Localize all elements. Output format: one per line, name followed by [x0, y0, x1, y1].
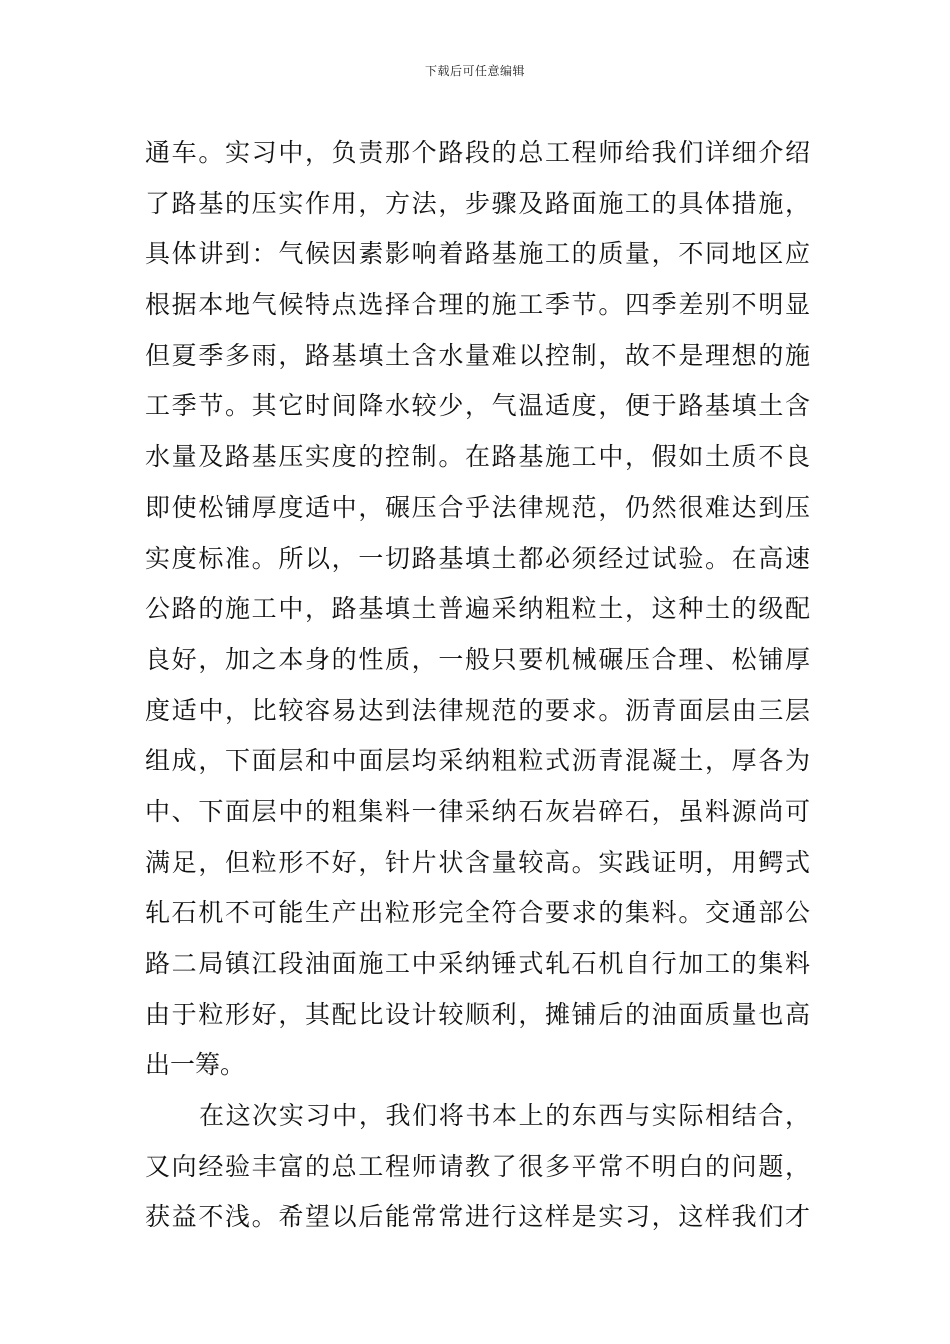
text-line: 了路基的压实作用，方法，步骤及路面施工的具体措施，	[145, 188, 810, 218]
text-line: 路二局镇江段油面施工中采纳锤式轧石机自行加工的集料	[145, 949, 810, 978]
text-line: 满足，但粒形不好，针片状含量较高。实践证明，用鳄式	[145, 847, 810, 877]
text-line: 工季节。其它时间降水较少，气温适度，便于路基填土含	[145, 391, 810, 421]
text-line: 根据本地气候特点选择合理的施工季节。四季差别不明显	[145, 290, 810, 320]
paragraph-2	[145, 1091, 810, 1243]
page-header: 下载后可任意编辑	[424, 64, 525, 78]
text-line: 组成，下面层和中面层均采纳粗粒式沥青混凝土，厚各为	[145, 746, 810, 776]
text-line: 公路的施工中，路基填土普遍采纳粗粒土，这种土的级配	[145, 594, 810, 624]
text-line: 出一筹。	[145, 1050, 246, 1080]
text-line: 度适中，比较容易达到法律规范的要求。沥青面层由三层	[145, 695, 810, 725]
text-line: 良好，加之本身的性质，一般只要机械碾压合理、松铺厚	[145, 644, 810, 674]
text-line: 实度标准。所以，一切路基填土都必须经过试验。在高速	[145, 543, 810, 573]
text-line: 在这次实习中，我们将书本上的东西与实际相结合，	[199, 1101, 810, 1131]
text-line: 通车。实习中，负责那个路段的总工程师给我们详细介绍	[145, 138, 810, 167]
paragraph-1	[145, 128, 810, 1091]
text-line: 水量及路基压实度的控制。在路基施工中，假如土质不良	[145, 442, 810, 472]
text-line: 具体讲到：气候因素影响着路基施工的质量，不同地区应	[145, 239, 810, 269]
text-line: 又向经验丰富的总工程师请教了很多平常不明白的问题，	[145, 1151, 810, 1181]
text-line: 中、下面层中的粗集料一律采纳石灰岩碎石，虽料源尚可	[145, 796, 810, 826]
document-body	[145, 128, 810, 1243]
text-line: 即使松铺厚度适中，碾压合乎法律规范，仍然很难达到压	[145, 492, 810, 522]
text-line: 由于粒形好，其配比设计较顺利，摊铺后的油面质量也高	[145, 999, 810, 1029]
text-line: 但夏季多雨，路基填土含水量难以控制，故不是理想的施	[145, 340, 810, 370]
text-line: 获益不浅。希望以后能常常进行这样是实习，这样我们才	[145, 1202, 810, 1232]
text-line: 轧石机不可能生产出粒形完全符合要求的集料。交通部公	[145, 898, 810, 928]
